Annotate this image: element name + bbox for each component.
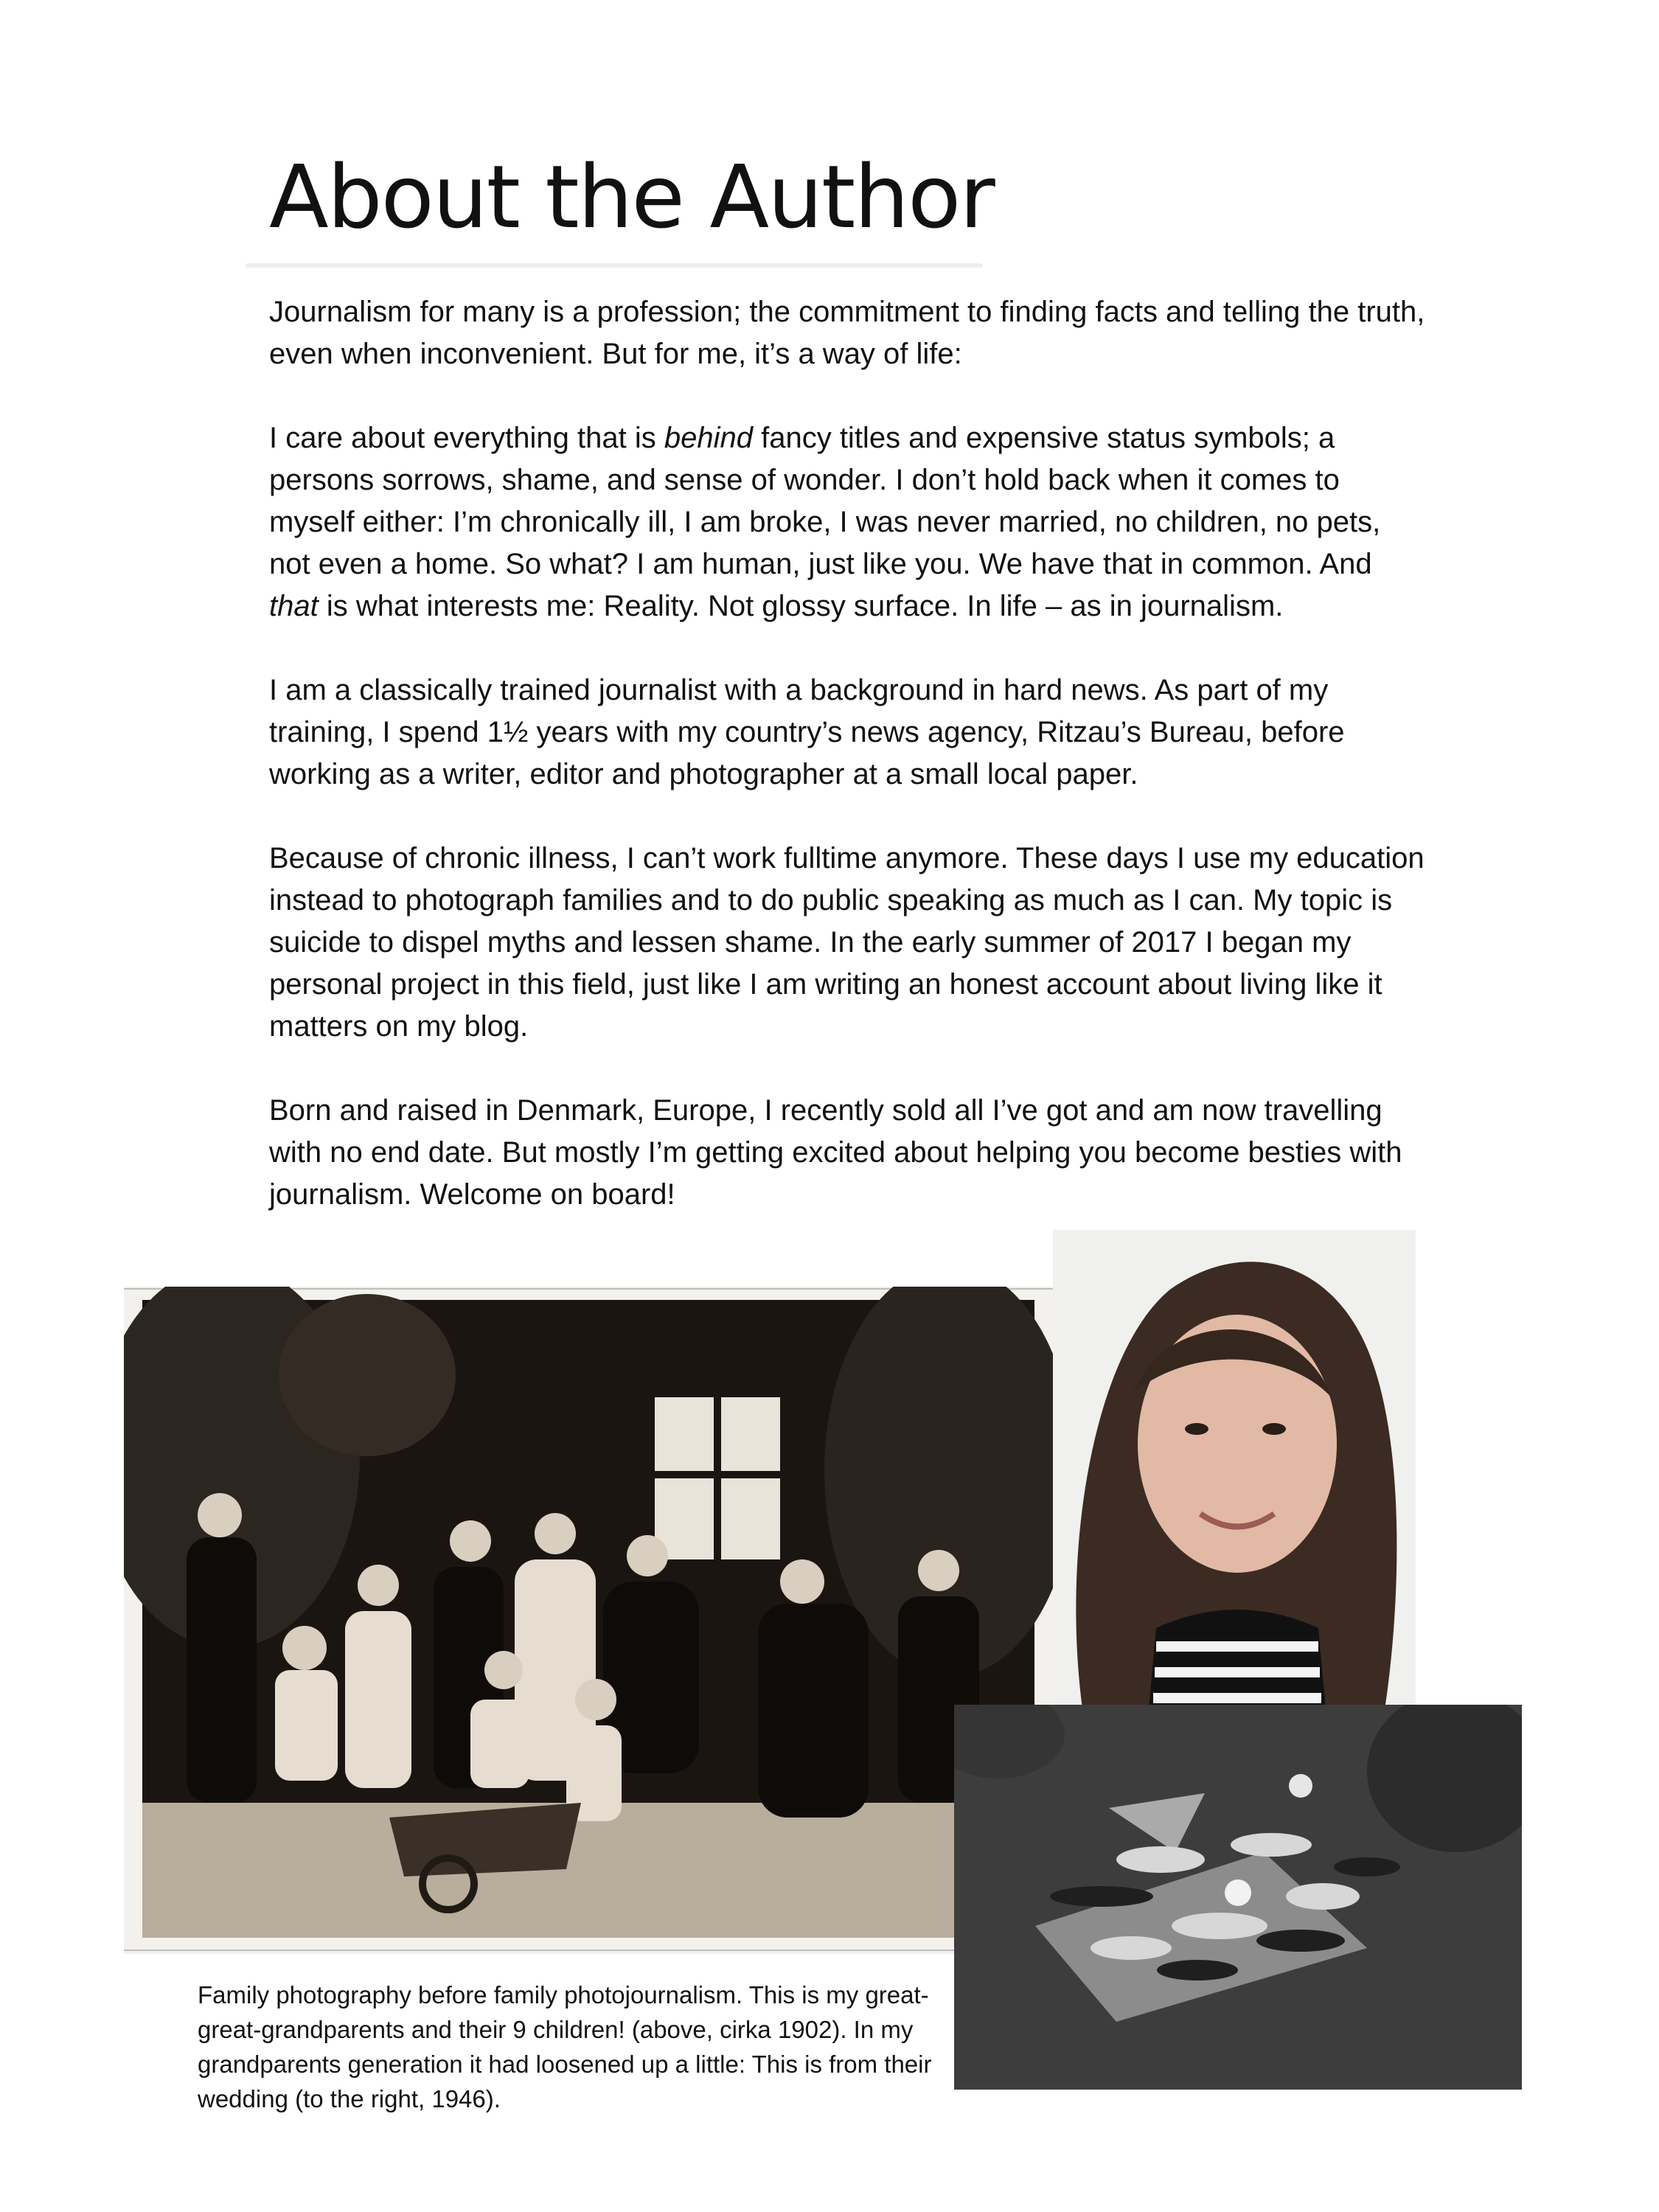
text-run: fancy titles and expensive status symbols; a persons sorrows, shame, and sense of wonder. I don’t hold back when it comes to myself either: I’m chronically ill, I am broke, I was never married, no children, no pets, not even a home. So what? I am human, just like you. We have that in common. And (269, 422, 1381, 580)
paragraph-travel: Born and raised in Denmark, Europe, I recently sold all I’ve got and am now travelling with no end date. But mostly I’m getting excited about helping you become besties with journalism. Welcome on board! (269, 1094, 1402, 1211)
photo-caption: Family photography before family photojournalism. This is my great-great-grandparents and their 9 children! (above, cirka 1902). In my grandparents generation it had loosened up a little: This is from their wedding (to the right, 1946). (198, 1981, 932, 2112)
wedding-photo-graphic (954, 1705, 1522, 2090)
text-run: is what interests me: Reality. Not glossy surface. In life – as in journalism. (318, 590, 1284, 622)
page-title: About the Author (269, 146, 994, 248)
paragraph-illness: Because of chronic illness, I can’t work fulltime anymore. These days I use my education instead to photograph families and to do public speaking as much as I can. My topic is suicide to dispel myths and lessen shame. In the early summer of 2017 I began my personal project in this field, just like I am writing an honest account about living like it matters on my blog. (269, 842, 1425, 1043)
family-photo-graphic (124, 1287, 1053, 1954)
title-underline (246, 263, 983, 268)
emphasis-that: that (269, 590, 319, 622)
wedding-photo-1946 (954, 1705, 1522, 2090)
portrait-graphic (1053, 1230, 1416, 1709)
paragraph-intro: Journalism for many is a profession; the commitment to finding facts and telling the truth, even when inconvenient. But for me, it’s a way of life: (269, 296, 1425, 370)
text-run: I care about everything that is (269, 422, 664, 454)
emphasis-behind: behind (664, 422, 753, 454)
family-photo-1902 (124, 1287, 1053, 1954)
paragraph-values (269, 417, 1427, 627)
paragraph-background: I am a classically trained journalist with a background in hard news. As part of my training, I spend 1½ years with my country’s news agency, Ritzau’s Bureau, before working as a writer, editor and photographer at a small local paper. (269, 674, 1345, 790)
article-body (269, 291, 1427, 1216)
author-portrait (1053, 1230, 1416, 1709)
